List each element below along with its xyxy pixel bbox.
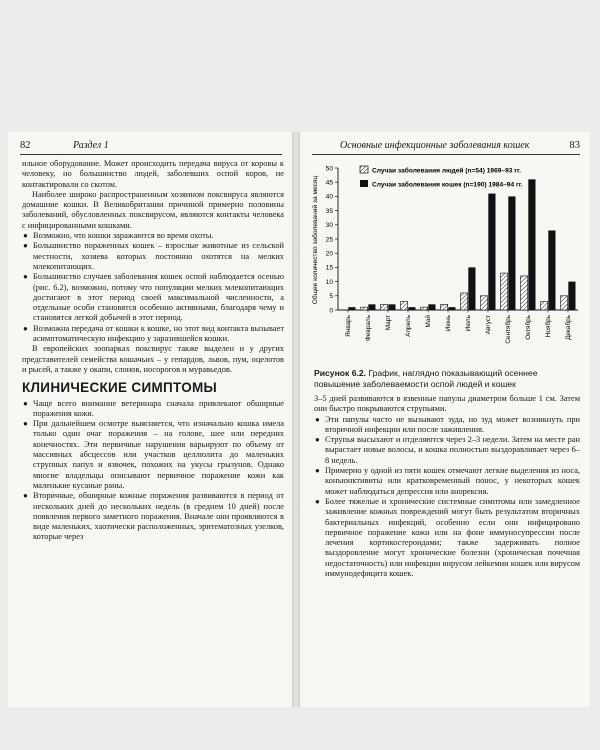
figure-caption-label: Рисунок 6.2. <box>314 368 367 378</box>
bullet-icon: ● <box>23 272 28 282</box>
bar-cats <box>468 267 475 310</box>
left-running-head <box>20 140 109 151</box>
x-tick-label: Ноябрь <box>545 315 552 338</box>
paragraph: ильное оборудование. Может происходить передача вируса от коровы к человеку, но большинство людей, заболевших оспой коров, не контактировали со скотом. <box>22 159 284 189</box>
list-item: ● Струпья высыхают и отделяются через 2–3 недели. Затем на месте ран вырастает новые волосы, и кошка полностью выздоравливает через 6–8 недель. <box>315 435 580 465</box>
x-tick-label: Март <box>385 315 392 331</box>
bullet-icon: ● <box>23 231 28 241</box>
left-body-text <box>22 159 284 543</box>
y-tick-label: 15 <box>325 264 333 272</box>
right-running-head <box>340 140 580 151</box>
x-tick-label: Июнь <box>445 315 452 332</box>
bar-people <box>421 307 428 310</box>
x-tick-label: Февраль <box>365 315 372 341</box>
list-item: ● Возможно, что кошки заражаются во время охоты. <box>23 231 214 241</box>
bar-cats <box>408 307 415 310</box>
right-header-rule <box>312 154 580 155</box>
x-tick-label: Июль <box>465 315 472 332</box>
bullet-list-course <box>314 415 580 580</box>
paragraph-continuation: 3–5 дней развиваются в язвенные папулы диаметром больше 1 см. Затем они быстро покрываются струпьями. <box>314 394 580 414</box>
list-item: ● Большинство случаев заболевания кошек оспой наблюдается осенью (рис. 6.2), возможно, потому что популяции мелких млекопитающих достигают в этот период своей максимальной численности, а отдельные особи становятся особенно активными, благодаря чему и становятся легкой добычей в этот период. <box>23 272 284 323</box>
y-tick-label: 20 <box>325 250 333 258</box>
x-tick-label: Сентябрь <box>505 315 512 344</box>
bar-cats <box>508 196 515 310</box>
y-tick-label: 0 <box>329 307 333 315</box>
list-item: ● Эти папулы часто не вызывают зуда, но зуд может возникнуть при вторичной инфекции или после заживления. <box>315 414 580 434</box>
bullet-icon: ● <box>23 491 28 501</box>
x-tick-label: Январь <box>345 315 352 337</box>
bullet-icon: ● <box>23 323 28 333</box>
list-item: ● Чаще всего внимание ветеринара сначала привлекают обширные поражения кожи. <box>23 398 284 418</box>
y-axis-label: Общее количество заболеваний за месяц <box>312 175 319 305</box>
x-tick-label: Октябрь <box>525 315 532 340</box>
legend-swatch-cats <box>360 180 368 187</box>
bar-cats <box>368 304 375 310</box>
bar-people <box>401 301 408 310</box>
bar-people <box>541 301 548 310</box>
y-tick-label: 50 <box>325 165 333 173</box>
section-heading: КЛИНИЧЕСКИЕ СИМПТОМЫ <box>22 380 218 396</box>
bullet-icon: ● <box>23 241 28 251</box>
left-page-number: 82 <box>20 140 31 151</box>
right-body-text <box>314 394 580 579</box>
x-tick-label: Август <box>485 315 492 335</box>
bullet-list-transmission <box>22 231 284 344</box>
paragraph-zoos: В европейских зоопарках поксвирус также выделен и у других представителей семейства кошачьих – у гепардов, львов, пум, оцелотов и рысей, а также у окапи, слонов, носорогов и муравьедов. <box>22 344 284 374</box>
bar-cats <box>428 304 435 310</box>
y-tick-label: 40 <box>325 193 333 201</box>
right-section-title: Основные инфекционные заболевания кошек <box>340 140 530 151</box>
bullet-list-symptoms <box>22 399 284 543</box>
legend-label-cats: Случаи заболевания кошек (n=190) 1984–94 гг. <box>372 181 523 189</box>
list-item: ● Возможна передача от кошки к кошке, но этот вид контакта вызывает асимптоматическую инфекцию у заразившейся кошки. <box>23 323 284 344</box>
bar-cats <box>448 307 455 310</box>
paragraph: Наиболее широко распространенным хозяином поксвируса являются домашние кошки. В Великобритании причиной примерно половины заболеваний, обусловленных поксвирусом, являются контакты человека с инфицированными кошками. <box>22 189 284 230</box>
list-item: ● Вторичные, обширные кожные поражения развиваются в период от нескольких дней до нескольких недель (в среднем 10 дней) после появления первого заметного поражения. Вначале они проявляются в виде маленьких, хаотически расположенных, эритематозных узелков, которые через <box>23 491 284 542</box>
bar-people <box>521 276 528 310</box>
bullet-icon: ● <box>315 435 320 445</box>
right-page <box>300 132 590 707</box>
y-tick-label: 5 <box>329 293 333 301</box>
bullet-icon: ● <box>23 419 28 429</box>
bar-people <box>501 273 508 310</box>
bullet-icon: ● <box>315 496 320 506</box>
bar-cats <box>528 179 535 310</box>
left-header-rule <box>20 154 282 155</box>
x-tick-label: Май <box>425 315 432 328</box>
left-section-title: Раздел 1 <box>73 140 109 151</box>
right-page-number: 83 <box>569 140 580 151</box>
bar-cats <box>488 194 495 310</box>
legend-swatch-people <box>360 166 368 173</box>
bar-people <box>461 293 468 310</box>
left-page <box>8 132 292 707</box>
bar-cats <box>348 307 355 310</box>
list-item: ● Более тяжелые и хронические системные симптомы или замедленное заживление кожных повреждений могут быть результатом вторичных бактериальных инфекций, особенно если они инфицировано первичное поражение кожи или на фоне иммуносупрессии после лечения кортикостероидами; также задерживать полное выздоровление могут хронические болезни (хроническая почечная недостаточность) или инфекции вирусом лейкемии кошек или вирусом иммунодефицита кошек. <box>315 496 580 579</box>
y-tick-label: 30 <box>325 222 333 230</box>
legend-label-people: Случаи заболевания людей (n=54) 1969–93 гг. <box>372 167 521 175</box>
bar-people <box>481 296 488 310</box>
book-gutter <box>292 132 300 707</box>
x-tick-label: Декабрь <box>565 315 572 340</box>
bar-people <box>561 296 568 310</box>
figure-caption <box>314 368 584 389</box>
x-tick-label: Апрель <box>405 315 412 337</box>
y-tick-label: 45 <box>325 179 333 187</box>
bar-people <box>361 307 368 310</box>
y-tick-label: 10 <box>325 278 333 286</box>
list-item: ● Примерно у одной из пяти кошек отмечают легкие выделения из носа, конъюнктивиты или кратковременный понос, у некоторых кошек может наблюдаться депрессия или анорексия. <box>315 466 580 496</box>
bar-cats <box>568 282 575 310</box>
list-item: ● Большинство пораженных кошек – взрослые животные из сельской местности, хозяева которых постоянно охотятся на мелких млекопитающих. <box>23 241 284 271</box>
y-tick-label: 25 <box>325 236 333 244</box>
seasonal-bar-chart <box>308 160 584 365</box>
bar-cats <box>388 304 395 310</box>
bullet-icon: ● <box>23 398 28 408</box>
bar-people <box>381 304 388 310</box>
figure-caption-text: График, наглядно показывающий осеннее повышение заболеваемости оспой людей и кошек <box>314 368 538 389</box>
bullet-icon: ● <box>315 466 320 476</box>
bullet-icon: ● <box>315 414 320 424</box>
list-item: ● При дальнейшем осмотре выясняется, что изначально кошка имела только один очаг поражения – на голове, шее или передних конечностях. Эти первичные нарушения варьируют по объему от массивных абсцессов или участков целлюлита до маленьких струпных папул и язвочек, похожих на укусы грызунов. Однако многие владельцы описывают первичное поражение кожи как маленькие кусаные раны. <box>23 419 284 490</box>
bar-cats <box>548 230 555 310</box>
y-tick-label: 35 <box>325 207 333 215</box>
bar-people <box>441 304 448 310</box>
